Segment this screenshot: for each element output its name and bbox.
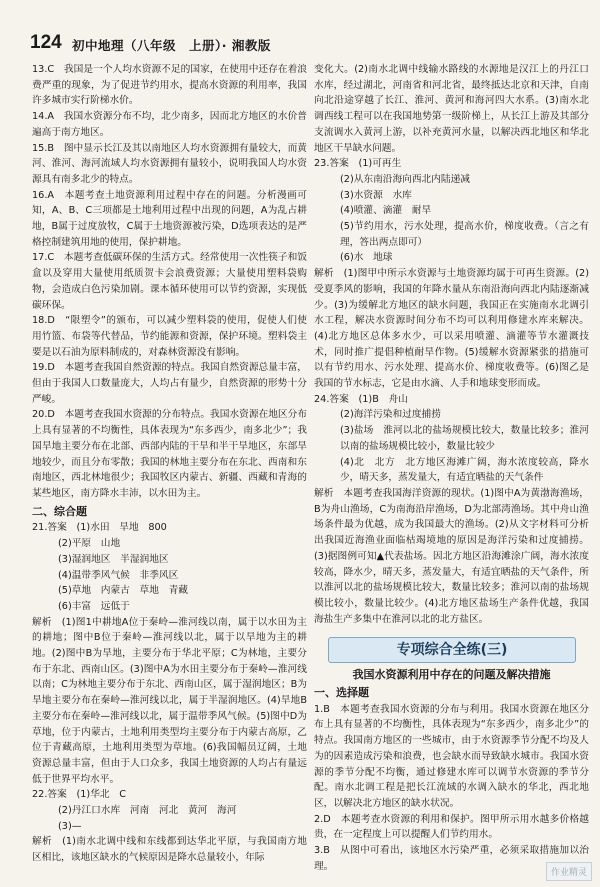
answer-14: 14.A 我国水资源分布不均，北少南多，因而北方地区的水价普遍高于南方地区。 [32,111,307,138]
answer-24-item: (2)海洋污染和过度捕捞 [340,409,441,421]
answer-21-item: (2)平原 山地 [58,538,121,550]
answer-18: 18.D “限塑令”的颁布，可以减少塑料袋的使用，促使人们使用竹篮、布袋等代替品，节约能源和资源，保护环境。塑料袋主要是以石油为原料制成的，对森林资源没有影响。 [32,315,307,358]
answer-24-item: (3)盐场 淮河以北的盐场规模比较大，数量比较多；淮河以南的盐场规模比较小，数量比较少 [340,425,589,452]
book-title: 初中地理（八年级 上册）· 湘教版 [72,38,271,53]
answer-13: 13.C 我国是一个人均水资源不足的国家，在使用中还存在着浪费严重的现象，为了促进节约用水，提高水资源的利用率，我国许多城市实行阶梯水价。 [32,64,307,107]
section-subtitle: 我国水资源利用中存在的问题及解决措施 [352,668,551,682]
answer-2: 2.D 本题考查水资源的利用和保护。图甲所示用水越多价格越贵，在一定程度上可以提醒人们节约用水。 [314,813,589,841]
answer-16: 16.A 本题考查土地资源利用过程中存在的问题。分析漫画可知，A、B、C三项都是土地利用过程中出现的问题，A为乱占耕地，B属于过度放牧，C属于土地资源被污染，D选项表达的是严格控制建筑用地的使用，保护耕地。 [32,189,307,248]
left-column [32,62,307,866]
answer-22-item: (2)丹江口水库 河南 河北 黄河 海河 [58,805,237,817]
answer-23-item: (6)水 地球 [340,252,393,264]
answer-23-item: (5)节约用水，污水处理，提高水价，梯度收费。（言之有理，答出两点即可） [340,221,589,248]
answer-24-item: (4)北 北方 北方地区海滩广阔，海水浓度较高，降水少，晴天多，蒸发量大，有适宜晒盐的天气条件 [340,456,589,484]
answer-17: 17.C 本题考查低碳环保的生活方式。经常使用一次性筷子和饭盒以及穿用大量使用纸质贺卡会浪费资源；大量使用塑料袋购物，会造成白色污染加剧。课本循环使用可以节约资源，实现低碳环保。 [32,252,307,311]
page-header [0,0,600,52]
section-banner: 专项综合全练(三) [328,637,576,663]
answer-21-item: (5)草地 内蒙古 草地 青藏 [58,585,188,597]
answer-21-item: (4)温带季风气候 非季风区 [58,569,179,581]
answer-1: 1.B 本题考查我国水资源的分布与利用。我国水资源在地区分布上具有显著的不均衡性，具体表现为“东多西少，南多北少”的特点。我国南方地区的一些城市，由于水资源季节分配不均及人为的因素造成污染和浪费，也会缺水而导致缺水城市。我国水资源的季节分配不均衡，通过修建水库可以调节水资源的季节分配。南水北调工程是把长江流域的水调入缺水的华北，西北地区，以解决北方地区的缺水状况。 [314,703,589,809]
answer-24-head: 24.答案 (1)B 舟山 [314,393,408,405]
answer-23-item: (4)喷灌、滴灌 耐旱 [340,205,432,217]
answer-15: 15.B 图中显示长江及其以南地区人均水资源拥有量较大，而黄河、淮河、海河流域人均水资源拥有量较小，说明我国人均水资源具有南多北少的特点。 [32,142,307,185]
section-title-choice: 一、选择题 [314,686,369,700]
answer-19: 19.D 本题考查我国自然资源的特点。我国自然资源总量丰富，但由于我国人口数量庞大，人均占有量少，自然资源的形势十分严峻。 [32,362,307,405]
answer-21-item: (6)丰富 远低于 [58,600,130,612]
answer-21-analysis: 解析 (1)图1中耕地A位于秦岭—淮河线以南，属于以水田为主的耕地；图中B位于秦岭—淮河线以北，属于以旱地为主的耕地。(2)图中B为旱地，主要分布于华北平原；C为林地，主要分布于东北、西南山区。(3)图中A为水田主要分布于秦岭—淮河线以南；C为林地主要分布于东北、西南山区，属于湿润地区；B为旱地主要分布在秦岭—淮河线以北，属于半湿润地区。(4)旱地B主要分布在秦岭—淮河线以北，属于温带季风气候。(5)图中D为草地，位于内蒙古，土地利用类型均主要分布于内蒙古高原，乙位于青藏高原，土地利用类型为草地。(6)我国幅员辽阔，土地资源总量丰富，但由于人口众多，我国土地资源的人均占有量远低于世界平均水平。 [32,616,307,785]
right-column [314,62,589,874]
answer-21-head: 21.答案 (1)水田 旱地 800 [32,522,167,534]
answer-22-item: (3)— [58,820,82,832]
answer-23-item: (2)从东南沿海向西北内陆递减 [340,173,470,185]
answer-23-item: (3)水资源 水库 [340,189,412,201]
answer-22-analysis: 解析 (1)南水北调中线和东线都到达华北平原，与我国南方地区相比，该地区缺水的气候原因是降水总量较小，年际 [32,836,307,864]
answer-3: 3.B 从图中可看出，该地区水污染严重，必须采取措施加以治理。 [314,845,589,872]
watermark-logo: 作业精灵 [546,862,592,881]
answer-23-analysis: 解析 (1)图甲中所示水资源与土地资源均属于可再生资源。(2)受夏季风的影响，我国的年降水量从东南沿海向西北内陆逐渐减少。(3)为缓解北方地区的缺水问题，我国正在实施南水北调引水工程，解决水资源时间分布不均可以利用修建水库来解决。(4)北方地区总体多水少，可以采用喷灌、滴灌等节水灌溉技术，同时推广提倡种植耐旱作物。(5)缓解水资源紧张的措施可以有节约用水、污水处理、提高水价、梯度收费等。(6)图乙是我国的节水标志，它是由水滴、人手和地球变形而成。 [314,268,589,390]
section-title-comprehensive: 二、综合题 [32,504,87,518]
answer-22-head: 22.答案 (1)华北 C [32,789,127,801]
answer-20: 20.D 本题考查我国水资源的分布特点。我国水资源在地区分布上具有显著的不均衡性，具体表现为“东多西少，南多北少”；我国旱地主要分布在北部、西部内陆的干旱和半干旱地区，东部旱地较少，而且分布零散；我国的林地主要分布在东北、西南和东南地区，西北林地很少；我国牧区内蒙古、新疆、西藏和青海的某些地区，南方降水丰沛，以水田为主。 [32,409,307,499]
page-number: 124 [30,32,62,53]
answer-21-item: (3)湿润地区 半湿润地区 [58,553,169,565]
answer-24-analysis: 解析 本题考查我国海洋资源的现状。(1)图中A为黄渤海渔场，B为舟山渔场，C为南海沿岸渔场，D为北部湾渔场。其中舟山渔场条件最为优越，成为我国最大的渔场。(2)从文字材料可分析出我国近海渔业面临枯竭境地的原因是海洋污染和过度捕捞。(3)据图例可知▲代表盐场。因北方地区沿海滩涂广阔，海水浓度较高，降水少，晴天多，蒸发量大，有适宜晒盐的天气条件，所以淮河以北的盐场规模比较大，数量比较多；淮河以南的盐场规模比较小，数量比较少。(4)北方地区盐场生产条件优越，我国海盐生产多集中在淮河以北的北方盐区。 [314,487,589,625]
answer-22-continued: 变化大。(2)南水北调中线输水路线的水源地是汉江上的丹江口水库，经过湖北，河南省和河北省，最终抵达北京和天津，自南向北沿途穿越了长江、淮河、黄河和海河四大水系。(3)南水北调西线工程可以在我国地势第一级阶梯上，从长江上游及其部分支流调水入黄河上游，以补充黄河水量，以解决西北地区和华北地区干旱缺水问题。 [314,64,589,154]
answer-23-head: 23.答案 (1)可再生 [314,158,402,170]
